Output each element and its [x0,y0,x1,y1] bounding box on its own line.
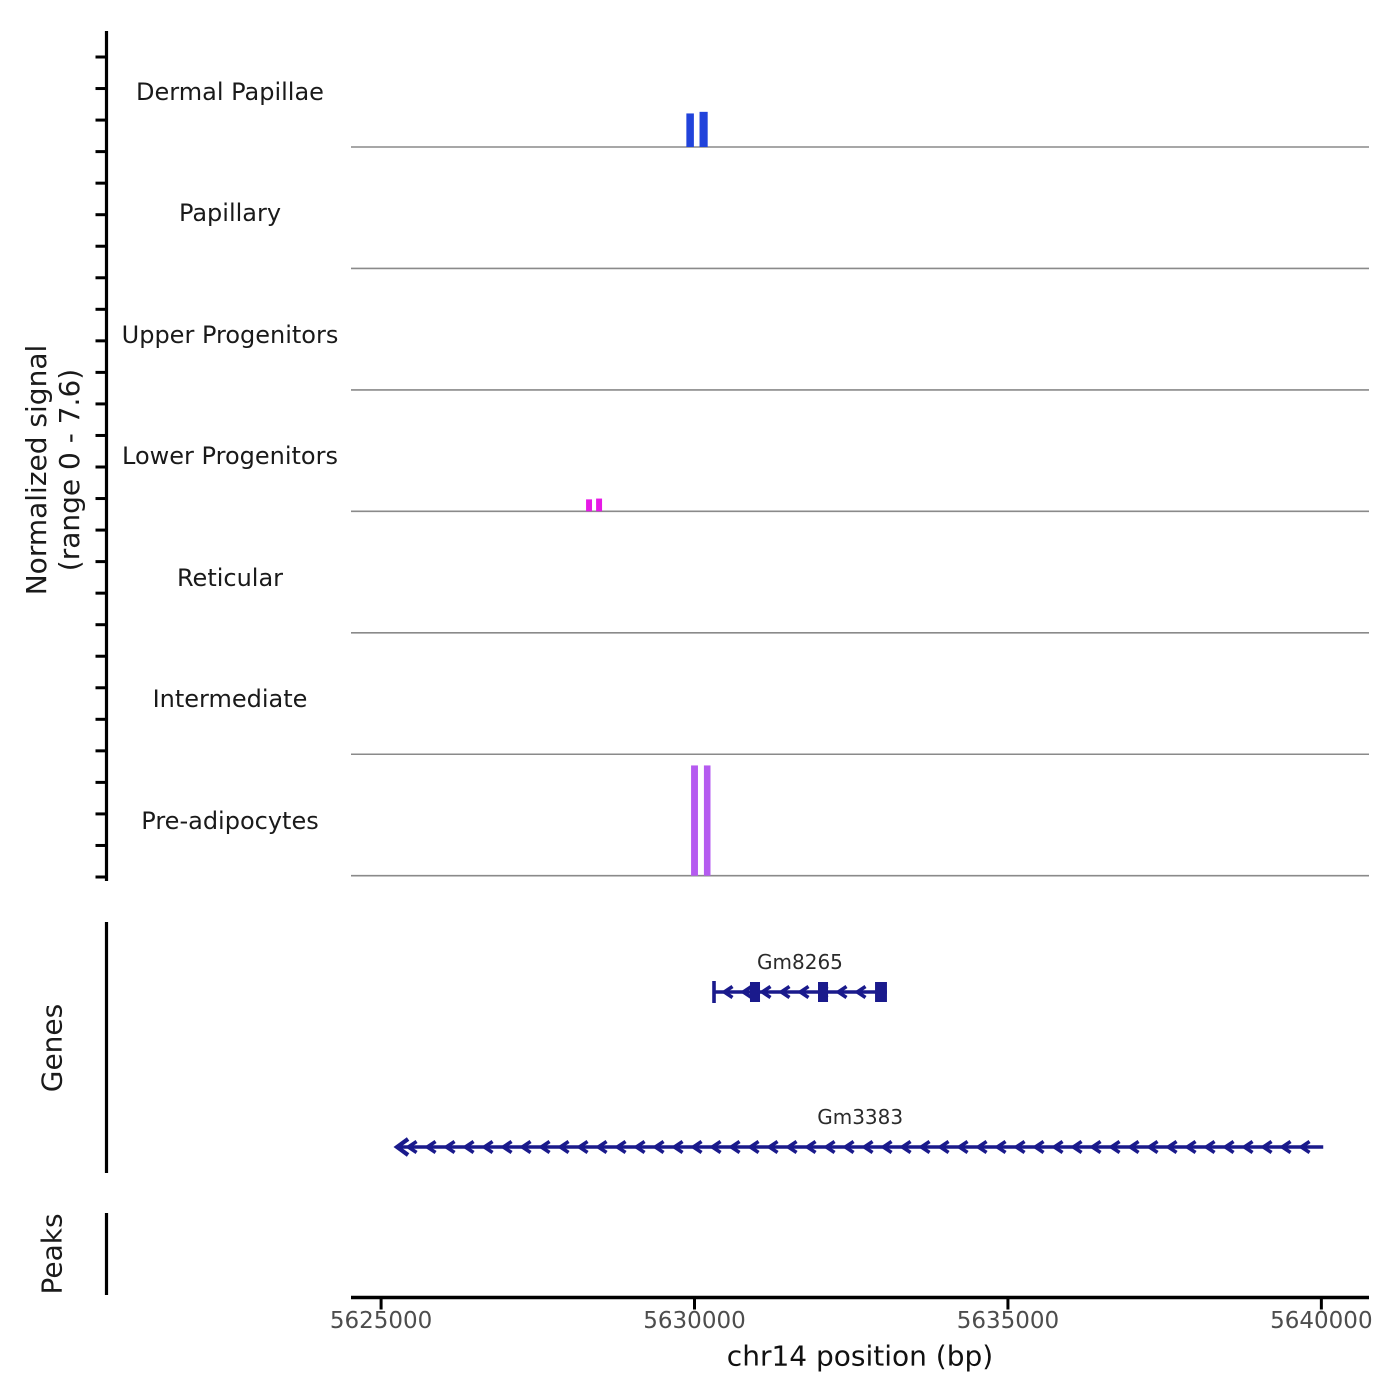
signal-axis-title-line2: (range 0 - 7.6) [53,368,86,572]
signal-bar-lower-progenitors [596,499,602,512]
signal-bar-pre-adipocytes [691,765,698,875]
gene-label-gm8265: Gm8265 [757,950,843,974]
gene-exon-gm8265 [750,982,760,1002]
gene-label-gm3383: Gm3383 [817,1105,904,1129]
track-label-pre-adipocytes: Pre-adipocytes [141,806,319,835]
x-tick-label-5640000: 5640000 [1270,1308,1373,1334]
peaks-section-label: Peaks [35,1213,69,1295]
signal-bar-lower-progenitors [586,499,592,511]
track-label-lower-progenitors: Lower Progenitors [122,442,338,471]
genes-section-label: Genes [35,1003,69,1093]
x-tick-label-5635000: 5635000 [956,1308,1060,1334]
track-label-intermediate: Intermediate [152,685,308,714]
signal-axis-title-line1: Normalized signal [19,344,53,596]
track-label-reticular: Reticular [176,563,284,592]
signal-bar-pre-adipocytes [704,765,711,875]
track-label-upper-progenitors: Upper Progenitors [121,320,339,349]
x-tick-label-5625000: 5625000 [329,1308,433,1334]
gene-exon-gm8265 [818,982,828,1002]
x-axis-title: chr14 position (bp) [726,1339,994,1373]
track-label-dermal-papillae: Dermal Papillae [136,78,324,106]
track-label-papillary: Papillary [178,199,282,228]
x-tick-label-5630000: 5630000 [643,1308,746,1334]
signal-bar-dermal-papillae [700,112,708,147]
signal-axis-title [20,345,86,596]
gene-exon-gm8265 [875,982,887,1002]
signal-bar-dermal-papillae [686,113,694,147]
